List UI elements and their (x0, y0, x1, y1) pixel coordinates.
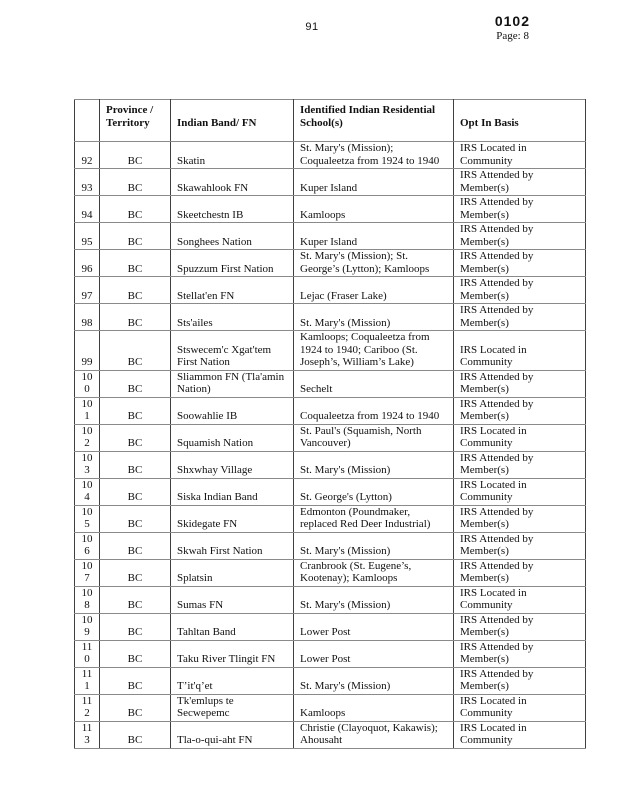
cell-province: BC (100, 667, 171, 694)
cell-province: BC (100, 142, 171, 169)
cell-province: BC (100, 478, 171, 505)
table-row (75, 250, 586, 277)
cell-num: 110 (75, 640, 100, 667)
cell-num: 109 (75, 613, 100, 640)
cell-basis: IRS Located in Community (454, 694, 586, 721)
cell-schools: St. Mary's (Mission); Coqualeetza from 1924 to 1940 (294, 142, 454, 169)
cell-num: 98 (75, 304, 100, 331)
cell-band: Skawahlook FN (171, 169, 294, 196)
cell-basis: IRS Located in Community (454, 586, 586, 613)
cell-schools: Lower Post (294, 640, 454, 667)
bates-number: 0102 (494, 13, 530, 29)
cell-num: 108 (75, 586, 100, 613)
cell-province: BC (100, 640, 171, 667)
cell-band: Stswecem'c Xgat'tem First Nation (171, 331, 294, 371)
cell-province: BC (100, 277, 171, 304)
cell-province: BC (100, 397, 171, 424)
table-row (75, 277, 586, 304)
cell-band: Siska Indian Band (171, 478, 294, 505)
table-row (75, 505, 586, 532)
header-opt-in-basis: Opt In Basis (454, 100, 586, 142)
cell-band: Sts'ailes (171, 304, 294, 331)
cell-num: 93 (75, 169, 100, 196)
cell-band: Skidegate FN (171, 505, 294, 532)
cell-province: BC (100, 721, 171, 748)
cell-schools: St. Paul's (Squamish, North Vancouver) (294, 424, 454, 451)
cell-schools: St. Mary's (Mission) (294, 586, 454, 613)
cell-province: BC (100, 694, 171, 721)
cell-basis: IRS Attended by Member(s) (454, 640, 586, 667)
cell-schools: Christie (Clayoquot, Kakawis); Ahousaht (294, 721, 454, 748)
cell-band: Stellat'en FN (171, 277, 294, 304)
cell-schools: St. Mary's (Mission) (294, 451, 454, 478)
cell-province: BC (100, 370, 171, 397)
cell-province: BC (100, 451, 171, 478)
cell-basis: IRS Attended by Member(s) (454, 277, 586, 304)
cell-num: 103 (75, 451, 100, 478)
cell-num: 107 (75, 559, 100, 586)
cell-schools: St. Mary's (Mission) (294, 532, 454, 559)
table-row (75, 424, 586, 451)
table-header-row (75, 100, 586, 142)
cell-band: Shxwhay Village (171, 451, 294, 478)
cell-num: 102 (75, 424, 100, 451)
cell-num: 105 (75, 505, 100, 532)
cell-band: Tahltan Band (171, 613, 294, 640)
table-row (75, 142, 586, 169)
cell-basis: IRS Located in Community (454, 331, 586, 371)
cell-num: 99 (75, 331, 100, 371)
table-row (75, 667, 586, 694)
cell-schools: Sechelt (294, 370, 454, 397)
cell-province: BC (100, 304, 171, 331)
table-row (75, 721, 586, 748)
cell-band: T’it'q’et (171, 667, 294, 694)
cell-band: Skwah First Nation (171, 532, 294, 559)
cell-basis: IRS Located in Community (454, 721, 586, 748)
cell-band: Spuzzum First Nation (171, 250, 294, 277)
table-row (75, 694, 586, 721)
cell-band: Soowahlie IB (171, 397, 294, 424)
cell-province: BC (100, 559, 171, 586)
table-row (75, 304, 586, 331)
cell-num: 100 (75, 370, 100, 397)
cell-schools: Lejac (Fraser Lake) (294, 277, 454, 304)
cell-num: 104 (75, 478, 100, 505)
cell-schools: Cranbrook (St. Eugene’s, Kootenay); Kamloops (294, 559, 454, 586)
cell-basis: IRS Located in Community (454, 424, 586, 451)
cell-province: BC (100, 250, 171, 277)
cell-band: Tla-o-qui-aht FN (171, 721, 294, 748)
cell-schools: Lower Post (294, 613, 454, 640)
cell-basis: IRS Attended by Member(s) (454, 532, 586, 559)
cell-schools: Kamloops (294, 694, 454, 721)
cell-basis: IRS Attended by Member(s) (454, 451, 586, 478)
cell-province: BC (100, 196, 171, 223)
cell-num: 95 (75, 223, 100, 250)
cell-band: Sliammon FN (Tla'amin Nation) (171, 370, 294, 397)
cell-basis: IRS Attended by Member(s) (454, 397, 586, 424)
cell-num: 94 (75, 196, 100, 223)
table-row (75, 451, 586, 478)
cell-basis: IRS Attended by Member(s) (454, 223, 586, 250)
cell-schools: St. Mary's (Mission); St. George’s (Lytton); Kamloops (294, 250, 454, 277)
cell-basis: IRS Attended by Member(s) (454, 169, 586, 196)
cell-province: BC (100, 586, 171, 613)
cell-band: Songhees Nation (171, 223, 294, 250)
cell-province: BC (100, 331, 171, 371)
cell-num: 92 (75, 142, 100, 169)
cell-schools: Kuper Island (294, 169, 454, 196)
cell-num: 113 (75, 721, 100, 748)
table-row (75, 559, 586, 586)
page-label: Page: 8 (496, 30, 529, 42)
cell-basis: IRS Attended by Member(s) (454, 667, 586, 694)
cell-basis: IRS Attended by Member(s) (454, 370, 586, 397)
cell-basis: IRS Attended by Member(s) (454, 196, 586, 223)
cell-basis: IRS Attended by Member(s) (454, 250, 586, 277)
cell-schools: St. Mary's (Mission) (294, 667, 454, 694)
cell-basis: IRS Attended by Member(s) (454, 505, 586, 532)
cell-num: 112 (75, 694, 100, 721)
cell-band: Skeetchestn IB (171, 196, 294, 223)
cell-band: Squamish Nation (171, 424, 294, 451)
cell-province: BC (100, 613, 171, 640)
header-indian-band: Indian Band/ FN (171, 100, 294, 142)
cell-band: Taku River Tlingit FN (171, 640, 294, 667)
cell-schools: Edmonton (Poundmaker, replaced Red Deer Industrial) (294, 505, 454, 532)
cell-basis: IRS Located in Community (454, 142, 586, 169)
cell-basis: IRS Attended by Member(s) (454, 304, 586, 331)
cell-province: BC (100, 169, 171, 196)
cell-num: 111 (75, 667, 100, 694)
opt-in-table (74, 99, 586, 749)
cell-num: 97 (75, 277, 100, 304)
cell-band: Sumas FN (171, 586, 294, 613)
table-row (75, 370, 586, 397)
cell-schools: Kuper Island (294, 223, 454, 250)
cell-schools: Kamloops; Coqualeetza from 1924 to 1940; Cariboo (St. Joseph’s, William’s Lake) (294, 331, 454, 371)
cell-num: 96 (75, 250, 100, 277)
table-row (75, 478, 586, 505)
cell-schools: St. George's (Lytton) (294, 478, 454, 505)
header-province-territory: Province / Territory (100, 100, 171, 142)
table-row (75, 169, 586, 196)
cell-num: 106 (75, 532, 100, 559)
cell-province: BC (100, 505, 171, 532)
header-identified-schools: Identified Indian Residential School(s) (294, 100, 454, 142)
cell-province: BC (100, 424, 171, 451)
table-row (75, 640, 586, 667)
table-row (75, 223, 586, 250)
table-row (75, 586, 586, 613)
top-center-page-number: 91 (305, 21, 319, 33)
cell-schools: St. Mary's (Mission) (294, 304, 454, 331)
table-row (75, 613, 586, 640)
table-row (75, 532, 586, 559)
table-row (75, 196, 586, 223)
cell-province: BC (100, 223, 171, 250)
table-body (75, 142, 586, 749)
cell-band: Skatin (171, 142, 294, 169)
cell-band: Splatsin (171, 559, 294, 586)
cell-num: 101 (75, 397, 100, 424)
cell-basis: IRS Located in Community (454, 478, 586, 505)
cell-schools: Coqualeetza from 1924 to 1940 (294, 397, 454, 424)
bates-stamp-block (495, 14, 530, 43)
table-row (75, 331, 586, 371)
cell-schools: Kamloops (294, 196, 454, 223)
table-row (75, 397, 586, 424)
header-row-number (75, 100, 100, 142)
cell-band: Tk'emlups te Secwepemc (171, 694, 294, 721)
cell-province: BC (100, 532, 171, 559)
cell-basis: IRS Attended by Member(s) (454, 613, 586, 640)
cell-basis: IRS Attended by Member(s) (454, 559, 586, 586)
